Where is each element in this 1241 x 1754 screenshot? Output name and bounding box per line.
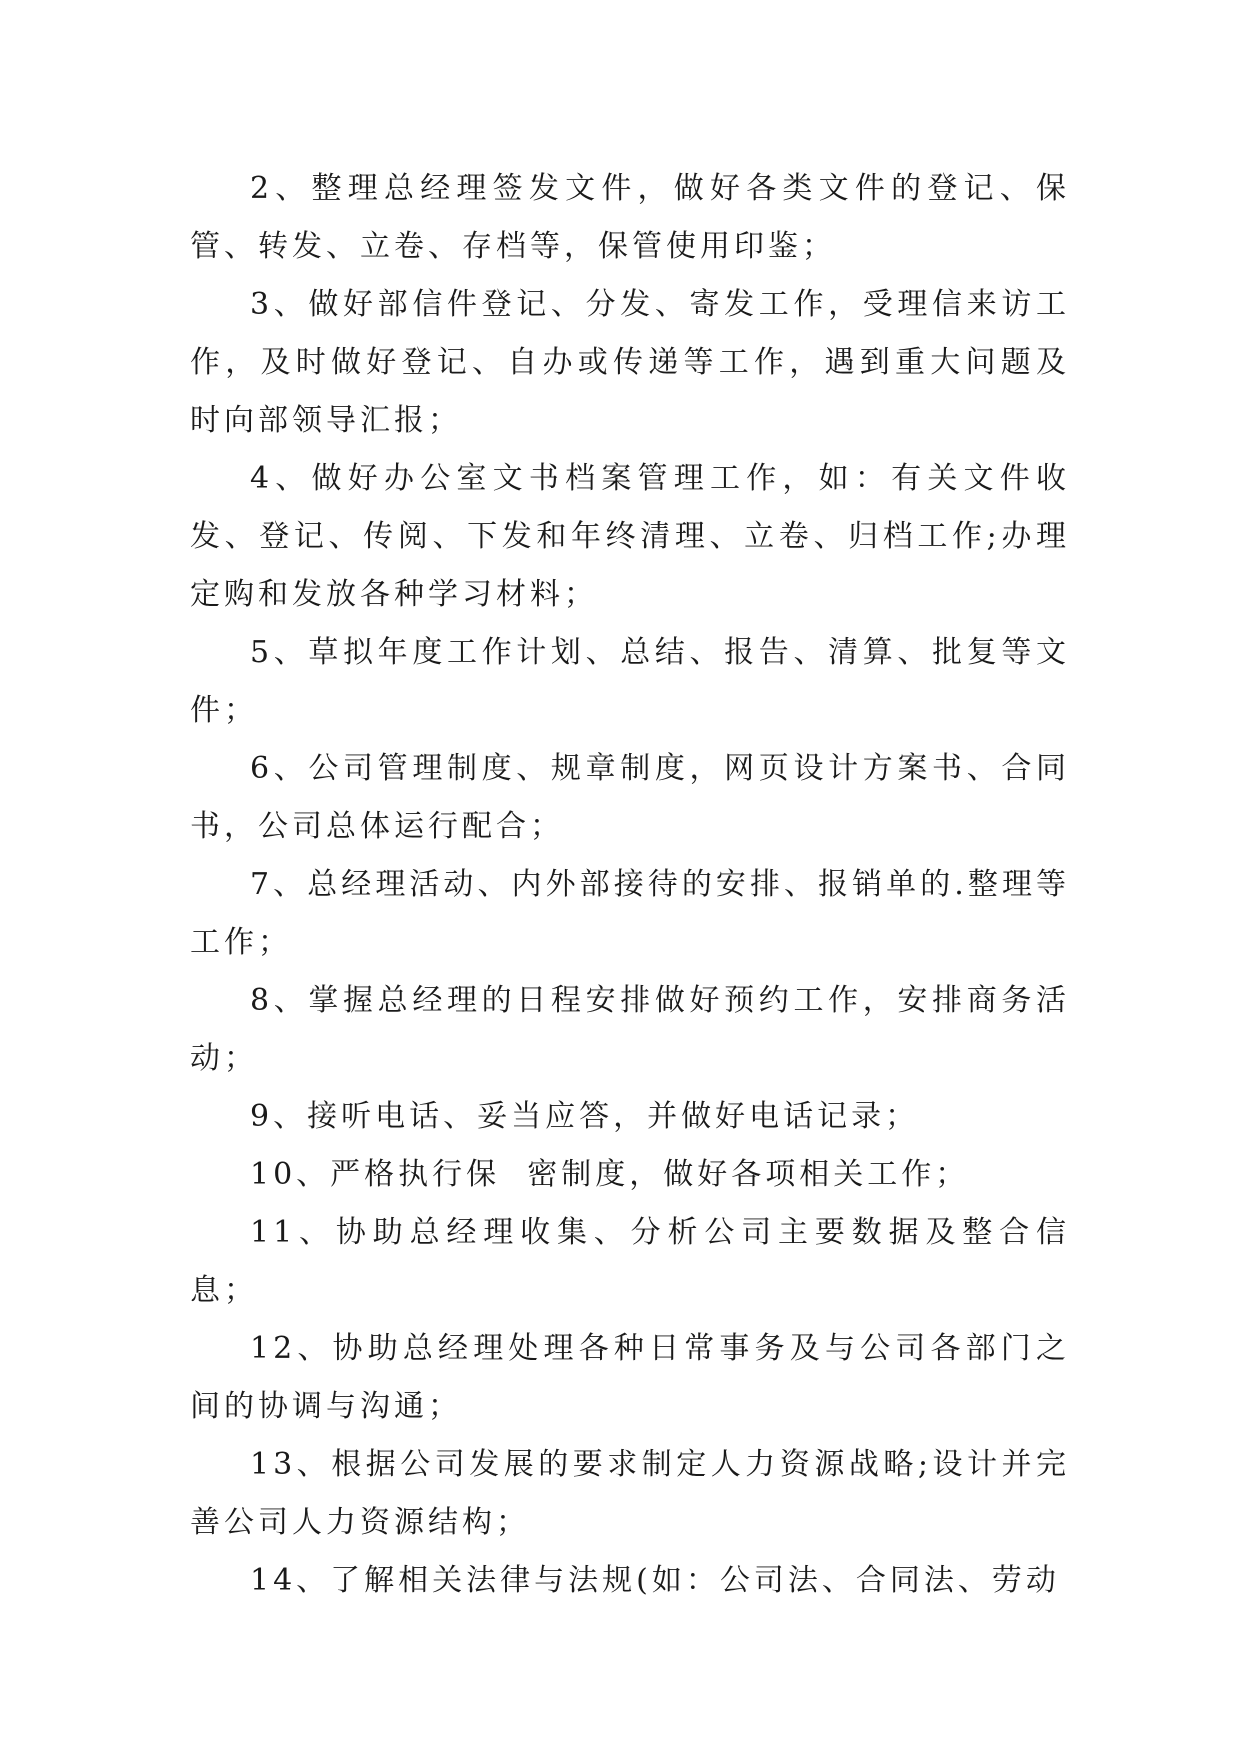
document-body: [190, 160, 1070, 1610]
paragraph-14: 14、了解相关法律与法规(如：公司法、合同法、劳动: [250, 1563, 1060, 1598]
paragraph-2: 2、整理总经理签发文件，做好各类文件的登记、保管、转发、立卷、存档等，保管使用印鉴；: [190, 171, 1070, 264]
paragraph-12: 12、协助总经理处理各种日常事务及与公司各部门之间的协调与沟通；: [190, 1331, 1070, 1424]
paragraph-5: 5、草拟年度工作计划、总结、报告、清算、批复等文件；: [190, 635, 1070, 728]
paragraph-10: 10、严格执行保 密制度，做好各项相关工作；: [250, 1157, 970, 1192]
paragraph-6: 6、公司管理制度、规章制度，网页设计方案书、合同书，公司总体运行配合；: [190, 751, 1070, 844]
paragraph-8: 8、掌握总经理的日程安排做好预约工作，安排商务活动；: [190, 983, 1070, 1076]
paragraph-11: 11、协助总经理收集、分析公司主要数据及整合信息；: [190, 1215, 1070, 1308]
paragraph-13: 13、根据公司发展的要求制定人力资源战略;设计并完善公司人力资源结构；: [190, 1447, 1070, 1540]
paragraph-9: 9、接听电话、妥当应答，并做好电话记录；: [250, 1099, 920, 1134]
paragraph-3: 3、做好部信件登记、分发、寄发工作，受理信来访工作，及时做好登记、自办或传递等工作，遇到重大问题及时向部领导汇报；: [190, 287, 1070, 438]
paragraph-4: 4、做好办公室文书档案管理工作，如：有关文件收发、登记、传阅、下发和年终清理、立卷、归档工作;办理定购和发放各种学习材料；: [190, 461, 1070, 612]
paragraph-7: 7、总经理活动、内外部接待的安排、报销单的.整理等工作；: [190, 867, 1070, 960]
